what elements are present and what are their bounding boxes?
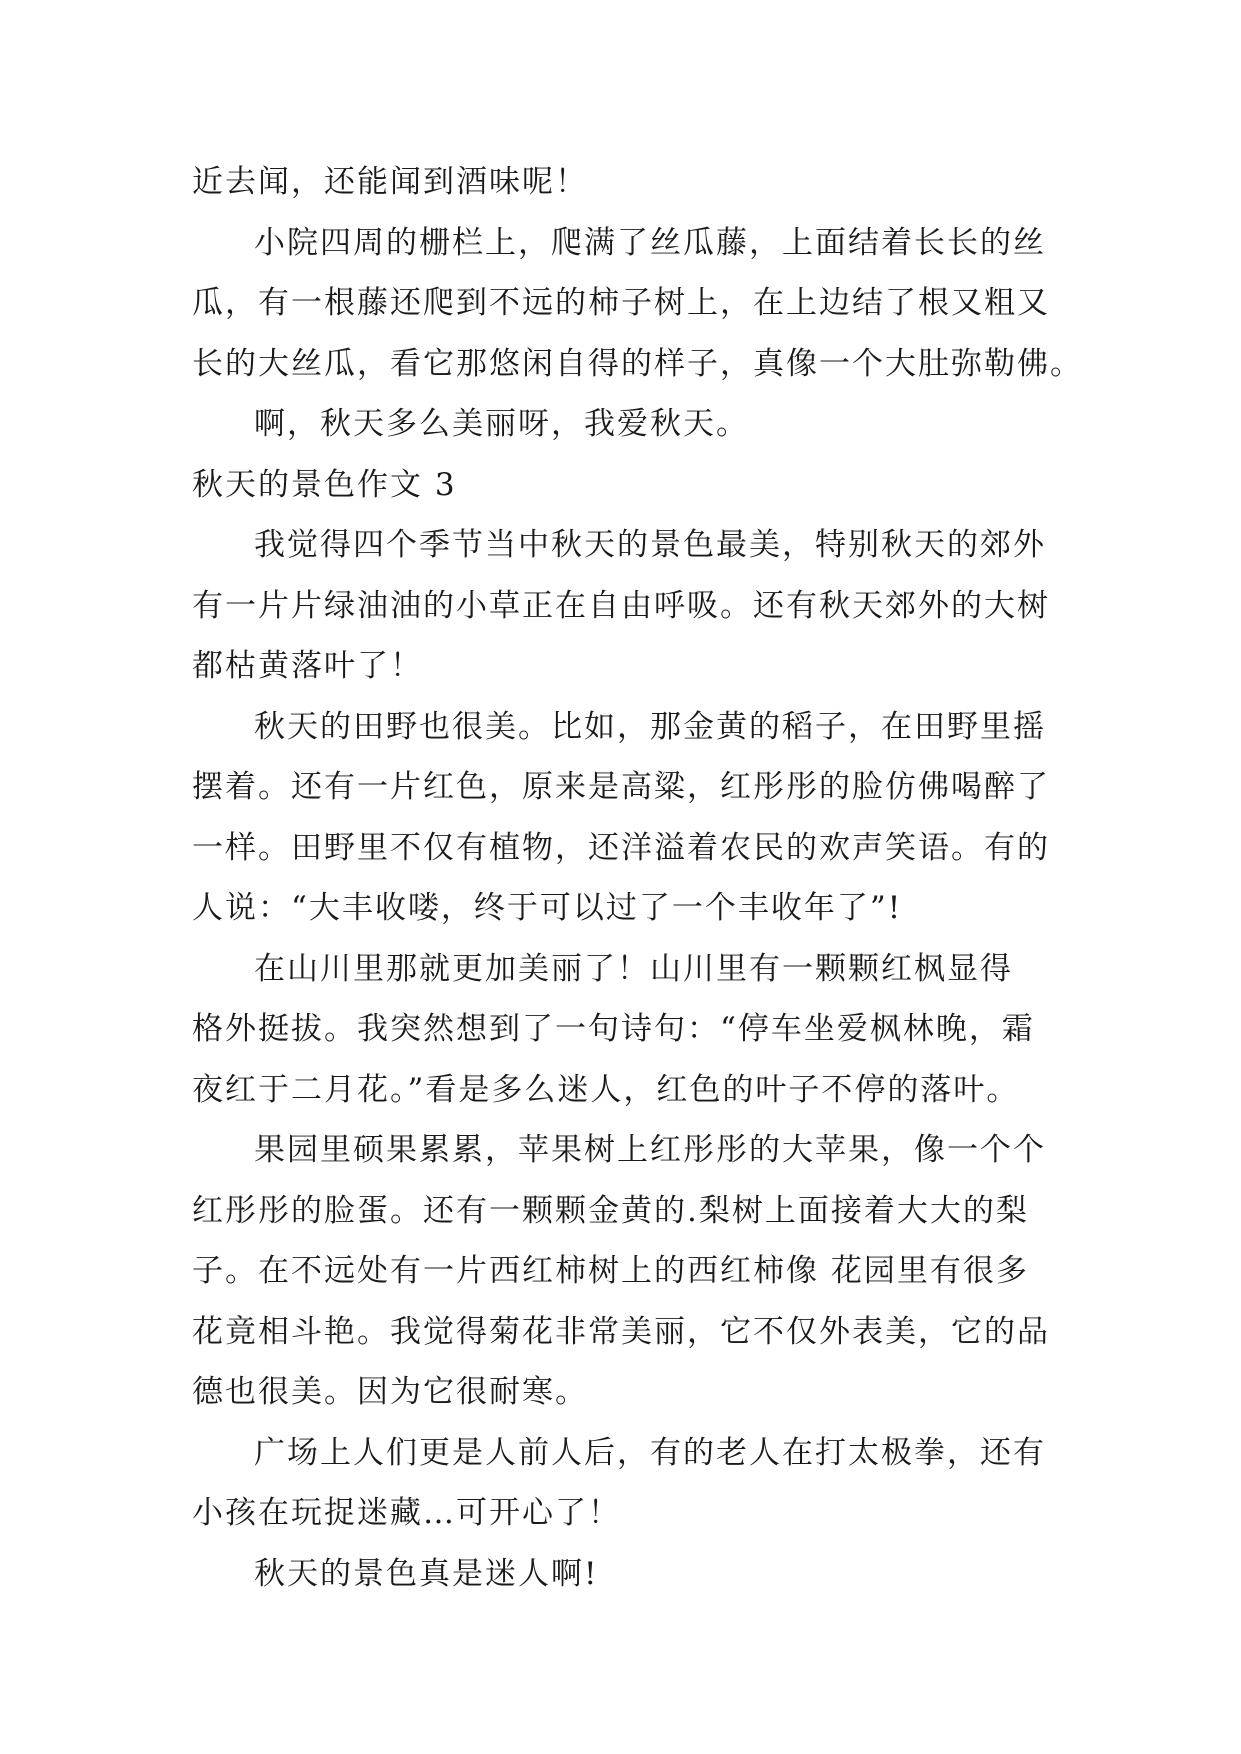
paragraph-line: 小院四周的栅栏上，爬满了丝瓜藤，上面结着长长的丝 — [254, 224, 1046, 261]
paragraph-line: 啊，秋天多么美丽呀，我爱秋天。 — [254, 406, 749, 442]
text-line: 都枯黄落叶了！ — [192, 648, 423, 684]
section-heading: 秋天的景色作文 3 — [192, 466, 457, 503]
paragraph-line: 果园里硕果累累，苹果树上红彤彤的大苹果，像一个个 — [254, 1132, 1046, 1168]
text-line: 人说：“大丰收喽，终于可以过了一个丰收年了”! — [192, 890, 903, 926]
document-body — [192, 152, 1083, 1604]
text-line: 瓜，有一根藤还爬到不远的柿子树上，在上边结了根又粗又 — [192, 285, 1050, 321]
text-line: 德也很美。因为它很耐寒。 — [192, 1374, 588, 1410]
text-line: 子。在不远处有一片西红柿树上的西红柿像 花园里有很多 — [192, 1253, 1029, 1289]
paragraph-line: 广场上人们更是人前人后，有的老人在打太极拳，还有 — [254, 1434, 1046, 1471]
text-line: 夜红于二月花。”看是多么迷人，红色的叶子不停的落叶。 — [192, 1071, 1020, 1108]
paragraph-line: 在山川里那就更加美丽了！山川里有一颗颗红枫显得 — [254, 950, 1013, 987]
text-line: 格外挺拔。我突然想到了一句诗句：“停车坐爱枫林晚，霜 — [192, 1011, 1035, 1047]
text-line: 摆着。还有一片红色，原来是高粱，红彤彤的脸仿佛喝醉了 — [192, 769, 1050, 805]
text-line: 红彤彤的脸蛋。还有一颗颗金黄的.梨树上面接着大大的梨 — [192, 1192, 1029, 1229]
text-line: 花竟相斗艳。我觉得菊花非常美丽，它不仅外表美，它的品 — [192, 1313, 1050, 1350]
text-line: 长的大丝瓜，看它那悠闲自得的样子，真像一个大肚弥勒佛。 — [192, 345, 1083, 382]
text-line: 一样。田野里不仅有植物，还洋溢着农民的欢声笑语。有的 — [192, 829, 1050, 866]
paragraph-line: 秋天的景色真是迷人啊! — [254, 1555, 599, 1592]
text-line: 有一片片绿油油的小草正在自由呼吸。还有秋天郊外的大树 — [192, 587, 1050, 624]
text-line: 小孩在玩捉迷藏…可开心了！ — [192, 1495, 621, 1531]
paragraph-line: 秋天的田野也很美。比如，那金黄的稻子，在田野里摇 — [254, 708, 1046, 745]
paragraph-line: 我觉得四个季节当中秋天的景色最美，特别秋天的郊外 — [254, 527, 1046, 563]
text-line: 近去闻，还能闻到酒味呢！ — [192, 164, 588, 200]
